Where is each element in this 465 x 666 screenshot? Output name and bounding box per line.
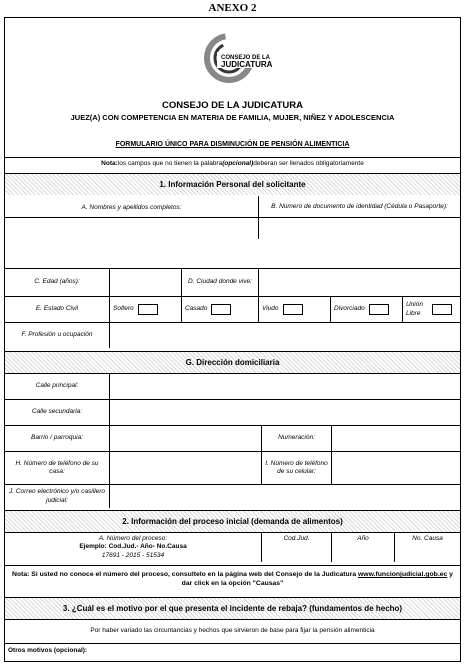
main-street-input[interactable] (109, 374, 460, 399)
form-org-title: CONSEJO DE LA JUDICATURA (162, 100, 303, 111)
names-label: A. Nombres y apellidos completos: (81, 203, 182, 211)
single-option[interactable]: Soltero (109, 297, 181, 322)
year-cell: Año (331, 533, 394, 562)
second-street-label: Calle secundaria: (31, 408, 83, 416)
cell-phone-input[interactable] (331, 452, 460, 484)
home-phone-input[interactable] (109, 452, 261, 484)
barrio-label: Barrio / parroquia: (30, 434, 84, 442)
civil-status-label: E. Estado Civil (35, 305, 79, 313)
phone-row (5, 451, 460, 484)
profession-label: F. Profesión u ocupación (21, 331, 93, 339)
annex-label: ANEXO 2 (208, 2, 257, 14)
single-checkbox[interactable] (138, 304, 158, 315)
cell-phone-label: I. Número de teléfono de su celular: (261, 452, 331, 484)
form-container (4, 17, 461, 662)
union-checkbox[interactable] (432, 304, 452, 315)
barrio-row (5, 425, 460, 451)
divorced-checkbox[interactable] (369, 304, 389, 315)
main-street-label: Calle principal: (35, 382, 79, 390)
cause-cell: No. Causa (394, 533, 460, 562)
barrio-input[interactable] (109, 426, 261, 451)
reason-text: Por haber variado las circuntancias y hechos que sirvieron de base para fijar la pensión alimenticia (90, 627, 375, 635)
section3-header: 3. ¿Cuál es el motivo por el que presenta el incidente de rebaja? (fundamentos de hecho) (5, 597, 460, 619)
email-input[interactable] (109, 485, 460, 508)
city-label: D. Ciudad donde vive: (181, 269, 258, 296)
second-street-input[interactable] (109, 400, 460, 425)
profession-row (5, 322, 460, 348)
logo-line2: JUDICATURA (221, 60, 273, 69)
second-street-row (5, 399, 460, 425)
profession-input[interactable] (109, 323, 460, 348)
funcion-judicial-link[interactable]: www.funcionjudicial.gob.ec (358, 571, 448, 579)
names-row (5, 202, 460, 239)
married-checkbox[interactable] (211, 304, 231, 315)
note2-text: Nota: Si usted no conoce el número del proceso, consultelo en la página web del Consejo de la Judicatura www.funcionjudicial.gob.ec y dar click en la opción "Causas" (12, 571, 453, 587)
cod-jud-cell: Cod.Jud. (261, 533, 331, 562)
numeration-input[interactable] (331, 426, 460, 451)
note-row: Nota: los campos que no tienen la palabra (opcional) deberan ser llenados obligatoriamente (5, 157, 460, 171)
section1-header: 1. Información Personal del solicitante (5, 173, 460, 195)
civil-status-row (5, 296, 460, 322)
note2-row (5, 565, 460, 593)
home-phone-label: H. Número de teléfono de su casa: (15, 459, 99, 475)
address-header: G. Dirección domiciliaria (5, 351, 460, 373)
age-city-row (5, 268, 460, 296)
main-street-row (5, 373, 460, 399)
logo-line1: CONSEJO DE LA (221, 55, 271, 61)
widow-checkbox[interactable] (283, 304, 303, 315)
id-doc-input[interactable] (258, 218, 460, 239)
id-doc-label: B. Número de documento de identidad (Cédula o Pasaporte): (258, 196, 460, 218)
other-reasons-row[interactable] (5, 643, 460, 662)
other-reasons-label: Otros motivos (opcional): (8, 647, 88, 654)
email-label: J. Correo electrónico y/o casillero judicial: (8, 488, 106, 504)
section2-header: 2. Información del proceso inicial (demanda de alimentos) (5, 510, 460, 532)
city-input[interactable] (258, 269, 460, 296)
age-label: C. Edad (años): (34, 278, 80, 286)
process-number-row (5, 532, 460, 562)
form-subtitle: JUEZ(A) CON COMPETENCIA EN MATERIA DE FAMILIA, MUJER, NIÑEZ Y ADOLESCENCIA (70, 113, 395, 122)
form-title: FORMULARIO ÚNICO PARA DISMINUCIÓN DE PENSIÓN ALIMENTICIA (115, 141, 350, 148)
email-row (5, 484, 460, 508)
divorced-option[interactable]: Divorciado (330, 297, 402, 322)
age-input[interactable] (109, 269, 181, 296)
reason-row (5, 619, 460, 643)
process-number-label: A. Número del proceso: Ejemplo: Cod.Jud.- Año- No.Causa 17691 - 2015 - 51534 (79, 535, 187, 559)
names-input[interactable] (5, 218, 258, 239)
married-option[interactable]: Casado (181, 297, 258, 322)
union-option[interactable]: Unión Libre (402, 297, 460, 322)
widow-option[interactable]: Viudo (258, 297, 330, 322)
judicatura-logo (189, 28, 279, 84)
numeration-label: Numeración: (261, 426, 331, 451)
